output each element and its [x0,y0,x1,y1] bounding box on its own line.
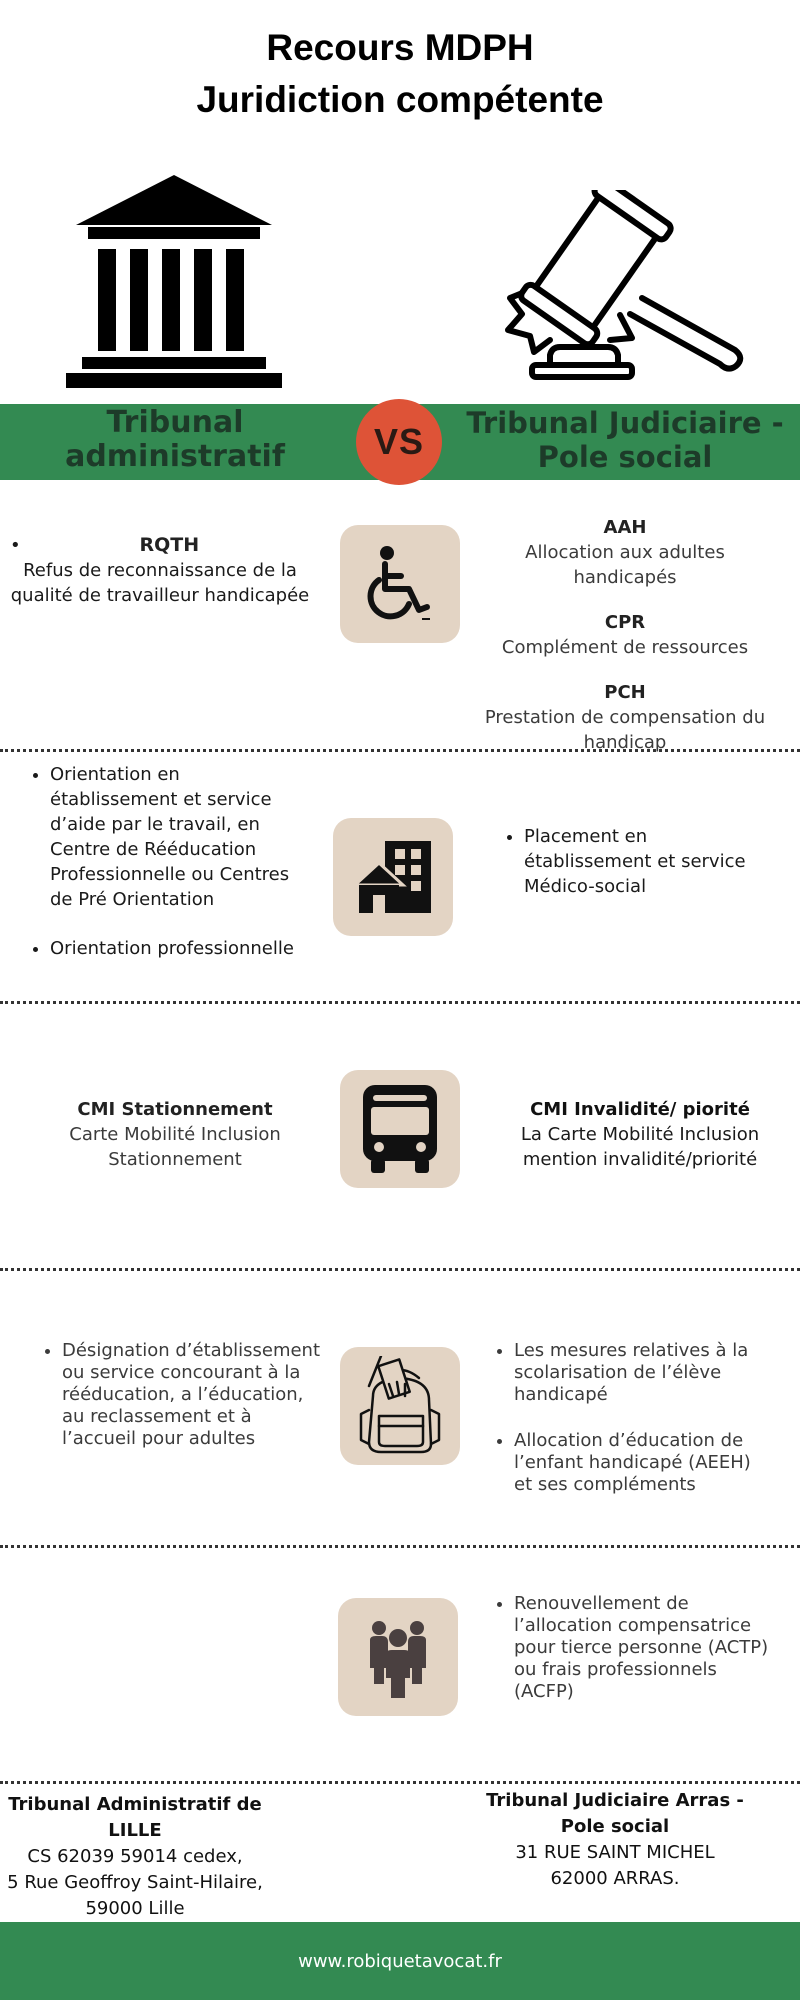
right-column-heading: Tribunal Judiciaire - Pole social [466,406,784,474]
title-line-1: Recours MDPH [266,27,534,68]
title-line-2: Juridiction compétente [196,79,604,120]
bus-icon [361,1085,439,1173]
list-item: • Les mesures relatives à la scolarisation de l’élève handicapé [514,1340,770,1406]
cmi-invalidite-text: La Carte Mobilité Inclusion mention invalidité/priorité [520,1124,760,1170]
row2-icon-box [333,818,453,936]
cmi-stationnement-title: CMI Stationnement [77,1099,273,1120]
list-item: • Placement en établissement et service Médico-social [524,824,760,899]
cmi-stationnement-text: Carte Mobilité Inclusion Stationnement [69,1124,281,1170]
row4-icon-box [340,1347,460,1465]
dotted-separator [0,1545,800,1548]
row2-right-list [500,824,760,899]
left-court-name: Tribunal Administratif de LILLE [8,1794,262,1841]
dotted-separator [0,1781,800,1784]
pch-block [480,680,770,755]
row2-left [26,762,306,961]
backpack-icon [359,1356,441,1456]
row5-icon-box [338,1598,458,1716]
cpr-title: CPR [604,612,646,633]
gavel-icon [500,190,750,390]
right-address-line-1: 31 RUE SAINT MICHEL [515,1842,715,1863]
row1-icon-box [340,525,460,643]
dotted-separator [0,1001,800,1004]
row4-right-list [490,1340,770,1496]
pch-title: PCH [604,682,646,703]
row5-right-list [490,1593,780,1703]
rqth-text: Refus de reconnaissance de la qualité de travailleur handicapée [10,560,310,606]
aah-title: AAH [603,517,647,538]
row1-right [480,515,770,755]
pch-text: Prestation de compensation du handicap [484,707,766,753]
people-group-icon [368,1616,428,1698]
right-court-name: Tribunal Judiciaire Arras - Pole social [486,1790,744,1837]
list-item: • Renouvellement de l’allocation compensatrice pour tierce personne (ACTP) ou frais professionnels (ACFP) [514,1593,780,1703]
aah-block [480,515,770,590]
right-address-line-2: 62000 ARRAS. [550,1868,680,1889]
dotted-separator [0,1268,800,1271]
list-item: • Orientation professionnelle [50,936,306,961]
row2-right [500,824,760,899]
row4-right [490,1340,770,1496]
courthouse-icon [64,175,284,395]
left-address-line-3: 59000 Lille [85,1898,185,1919]
left-address-line-1: CS 62039 59014 cedex, [27,1846,243,1867]
row3-left [50,1097,300,1172]
rqth-title: RQTH [139,534,200,556]
row2-left-list [26,762,306,961]
footer-website-link[interactable]: www.robiquetavocat.fr [298,1950,502,1972]
list-item: • Orientation en établissement et service d’aide par le travail, en Centre de Rééducation Professionnelle ou Centres de Pré Orientation [50,762,306,912]
bullet-dot: • [10,535,21,556]
left-address-line-2: 5 Rue Geoffroy Saint-Hilaire, [7,1872,263,1893]
buildings-icon [355,841,431,913]
vs-badge [356,399,442,485]
page-title [0,22,800,126]
cmi-invalidite-title: CMI Invalidité/ piorité [530,1099,750,1120]
cpr-text: Complément de ressources [501,637,749,658]
list-item: • Désignation d’établissement ou service concourant à la rééducation, a l’éducation, au reclassement et à l’accueil pour adultes [62,1340,324,1450]
row5-right [490,1593,780,1703]
list-item: • Allocation d’éducation de l’enfant handicapé (AEEH) et ses compléments [514,1430,770,1496]
row1-left [10,533,310,608]
aah-text: Allocation aux adultes handicapés [525,542,725,588]
vs-label: VS [373,421,425,462]
right-court-address [480,1788,750,1892]
left-column-heading: Tribunal administratif [65,405,285,474]
row3-icon-box [340,1070,460,1188]
row4-left-list [38,1340,324,1450]
row3-right [500,1097,780,1172]
left-court-address [0,1792,270,1922]
footer-bar [0,1922,800,2000]
row4-left [38,1340,324,1450]
cpr-block [480,610,770,660]
wheelchair-icon [365,544,435,624]
dotted-separator [0,749,800,752]
